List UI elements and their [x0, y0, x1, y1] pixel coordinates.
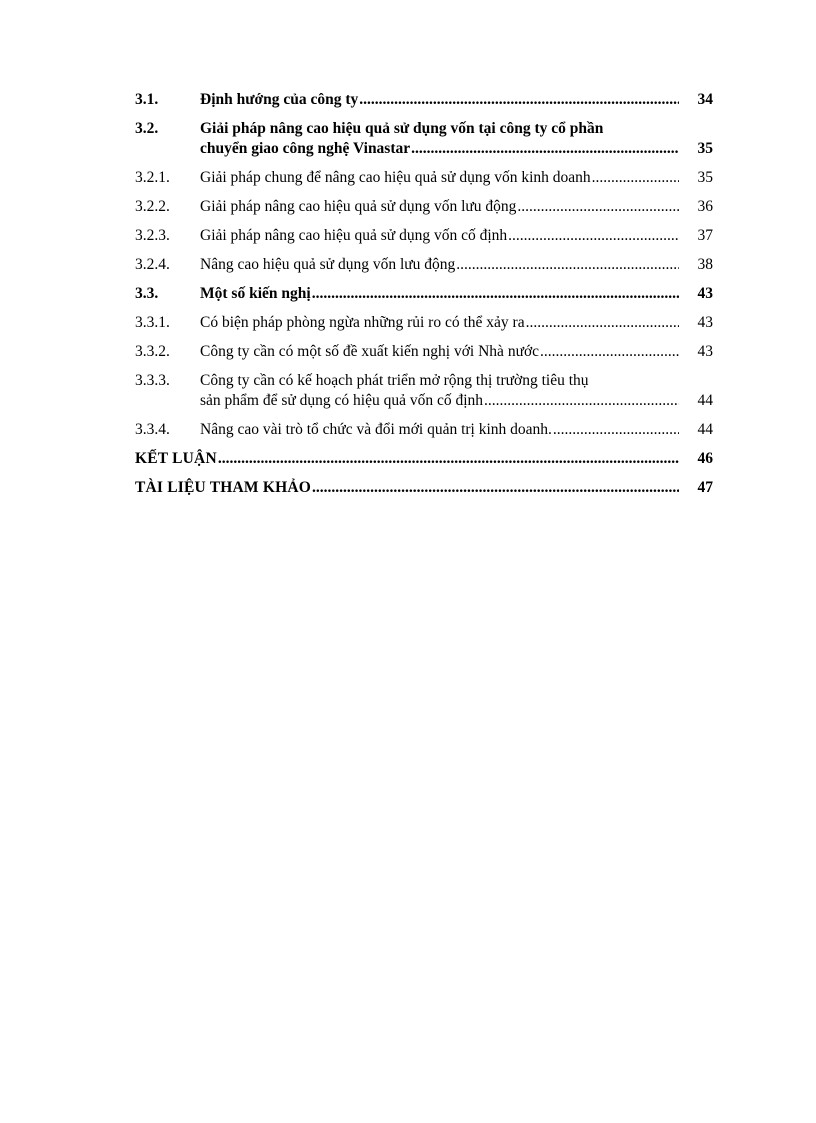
toc-entry-title-line1: Công ty cần có kế hoạch phát triển mở rộng thị trường tiêu thụ: [200, 372, 589, 389]
toc-entry[interactable]: [135, 313, 713, 333]
dot-leader: [312, 478, 679, 498]
toc-entry-page: 38: [697, 256, 713, 273]
toc-entry-title: Nâng cao hiệu quả sử dụng vốn lưu động: [200, 256, 456, 273]
toc-entry[interactable]: [135, 284, 713, 304]
dot-leader: [312, 284, 679, 304]
toc-entry[interactable]: [135, 90, 713, 110]
toc-entry-number: 3.2.1.: [135, 169, 170, 186]
toc-entry[interactable]: [135, 168, 713, 188]
dot-leader: [218, 449, 679, 469]
toc-entry[interactable]: [135, 449, 713, 469]
toc-entry-number: 3.2.4.: [135, 256, 170, 273]
table-of-contents: [135, 90, 713, 507]
toc-entry-number: 3.3.: [135, 285, 159, 302]
dot-leader: [359, 90, 679, 110]
dot-leader: [540, 342, 679, 362]
dot-leader: [553, 420, 679, 440]
toc-entry-title: Một số kiến nghị: [200, 285, 311, 302]
toc-entry[interactable]: [135, 255, 713, 275]
toc-entry[interactable]: [135, 420, 713, 440]
toc-entry-page: 43: [697, 343, 713, 360]
toc-entry-number: 3.3.4.: [135, 421, 170, 438]
dot-leader: [456, 255, 679, 275]
toc-entry[interactable]: [135, 371, 713, 411]
toc-entry-page: 44: [697, 421, 713, 438]
dot-leader: [517, 197, 679, 217]
toc-entry[interactable]: [135, 478, 713, 498]
toc-entry-number: 3.2.2.: [135, 198, 170, 215]
toc-entry-page: 44: [697, 392, 713, 409]
toc-entry-title: sản phẩm để sử dụng có hiệu quả vốn cố định: [200, 392, 484, 409]
toc-entry-title: Có biện pháp phòng ngừa những rủi ro có thể xảy ra: [200, 314, 525, 331]
toc-entry-page: 35: [697, 169, 713, 186]
toc-entry-page: 43: [697, 314, 713, 331]
toc-entry-page: 43: [697, 285, 713, 302]
toc-entry[interactable]: [135, 119, 713, 159]
toc-entry-page: 34: [697, 91, 713, 108]
toc-entry-page: 46: [697, 450, 713, 467]
toc-entry-title-line1: Giải pháp nâng cao hiệu quả sử dụng vốn tại công ty cổ phần: [200, 120, 604, 137]
toc-entry-title: chuyển giao công nghệ Vinastar: [200, 140, 411, 157]
toc-entry-page: 47: [697, 479, 713, 496]
toc-entry-title: TÀI LIỆU THAM KHẢO: [135, 479, 311, 496]
toc-entry-title: Công ty cần có một số đề xuất kiến nghị với Nhà nước: [200, 343, 540, 360]
toc-entry-number: 3.3.2.: [135, 343, 170, 360]
toc-entry[interactable]: [135, 342, 713, 362]
toc-entry[interactable]: [135, 226, 713, 246]
toc-entry-number: 3.1.: [135, 91, 159, 108]
toc-entry-page: 35: [697, 140, 713, 157]
toc-entry-title: Giải pháp nâng cao hiệu quả sử dụng vốn lưu động: [200, 198, 517, 215]
dot-leader: [592, 168, 679, 188]
toc-entry-number: 3.3.1.: [135, 314, 170, 331]
toc-entry-page: 37: [697, 227, 713, 244]
toc-entry[interactable]: [135, 197, 713, 217]
toc-entry-number: 3.2.: [135, 120, 159, 137]
toc-entry-title: Giải pháp nâng cao hiệu quả sử dụng vốn cố định: [200, 227, 508, 244]
dot-leader: [508, 226, 679, 246]
toc-entry-number: 3.3.3.: [135, 372, 170, 389]
dot-leader: [411, 139, 679, 159]
toc-entry-title: Giải pháp chung để nâng cao hiệu quả sử dụng vốn kinh doanh: [200, 169, 591, 186]
toc-entry-title: Nâng cao vài trò tổ chức và đổi mới quản trị kinh doanh.: [200, 421, 552, 438]
toc-entry-page: 36: [697, 198, 713, 215]
dot-leader: [526, 313, 679, 333]
toc-entry-title: Định hướng của công ty: [200, 91, 359, 108]
dot-leader: [484, 391, 679, 411]
toc-entry-title: KẾT LUẬN: [135, 450, 217, 467]
toc-entry-number: 3.2.3.: [135, 227, 170, 244]
